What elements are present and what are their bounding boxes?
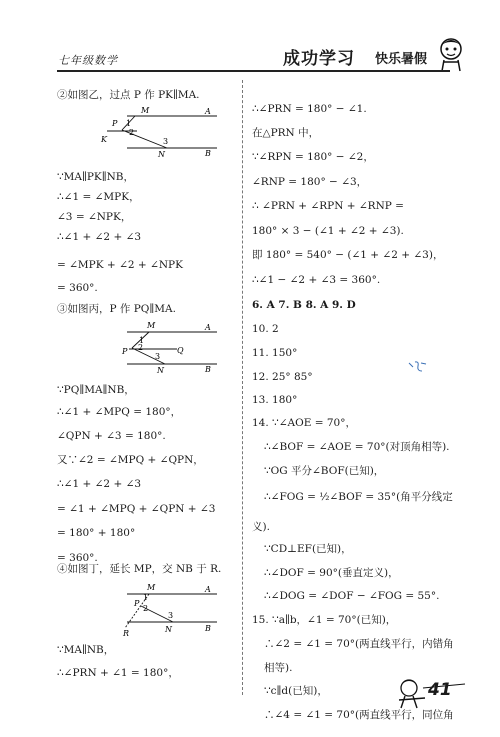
answer-line: 15. ∵a∥b，∠1 = 70°(已知)，	[252, 614, 397, 626]
label-2: 2	[129, 128, 135, 137]
text-line: ∵MA∥NB，	[57, 644, 115, 656]
pen-mark-icon	[407, 359, 429, 375]
text-line: = ∠1 + ∠MPQ + ∠QPN + ∠3	[57, 503, 216, 515]
text-line: ∴∠1 = ∠MPK，	[57, 191, 140, 203]
text-line: = ∠MPK + ∠2 + ∠NPK	[57, 259, 183, 271]
text-line: = 180° + 180°	[57, 527, 136, 539]
answer-line: 6. A 7. B 8. A 9. D	[252, 299, 356, 311]
figure-d	[77, 580, 227, 640]
text-line: ∴∠1 − ∠2 + ∠3 = 360°.	[252, 274, 381, 286]
text-line: ∵PQ∥MA∥NB，	[57, 384, 135, 396]
text-line: 在△PRN 中，	[252, 127, 320, 139]
label-2: 2	[138, 343, 144, 352]
label-B: B	[205, 149, 211, 158]
label-1: 1	[143, 593, 149, 602]
book-title: 七年级数学	[58, 54, 118, 67]
text-line: ∵MA∥PK∥NB，	[57, 171, 135, 183]
label-Q: Q	[177, 346, 184, 355]
label-2: 2	[143, 604, 149, 613]
label-K: K	[101, 135, 107, 144]
label-1: 1	[126, 119, 132, 128]
answer-line: 14. ∵∠AOE = 70°，	[252, 417, 356, 429]
text-line: ④如图丁，延长 MP，交 NB 于 R.	[57, 563, 222, 575]
figure-c	[77, 318, 227, 378]
text-line: ∴∠1 + ∠MPQ = 180°，	[57, 406, 182, 418]
text-line: ∴∠1 + ∠2 + ∠3	[57, 478, 142, 490]
answer-line: 13. 180°	[252, 394, 298, 406]
text-line: ∠3 = ∠NPK，	[57, 211, 132, 223]
label-3: 3	[155, 352, 161, 361]
header-rule	[57, 70, 450, 72]
text-line: = 360°.	[57, 282, 98, 294]
text-line: ∵c∥d(已知)，	[264, 685, 328, 697]
text-line: ∴∠PRN + ∠1 = 180°，	[57, 667, 179, 679]
label-B: B	[205, 365, 211, 374]
label-P: P	[112, 119, 118, 128]
page-number: 41	[428, 680, 452, 700]
text-line: ∴ ∠PRN + ∠RPN + ∠RNP =	[252, 200, 404, 212]
text-line: ∴∠DOG = ∠DOF − ∠FOG = 55°.	[264, 590, 440, 602]
text-line: ∴∠BOF = ∠AOE = 70°(对顶角相等).	[264, 441, 450, 453]
text-line: ∴∠DOF = 90°(垂直定义)，	[264, 567, 399, 579]
text-line: 180° × 3 − (∠1 + ∠2 + ∠3).	[252, 225, 404, 237]
label-M: M	[141, 106, 150, 115]
text-line: = 360°.	[57, 552, 98, 564]
mascot-icon	[436, 36, 466, 72]
series-subtitle: 快乐暑假	[375, 52, 428, 67]
text-line: ∵CD⊥EF(已知)，	[264, 543, 352, 555]
label-3: 3	[168, 611, 174, 620]
answer-line: 10. 2	[252, 323, 279, 335]
text-line: 又∵∠2 = ∠MPQ + ∠QPN，	[57, 454, 204, 466]
answer-line: 12. 25° 85°	[252, 371, 313, 383]
label-A: A	[205, 107, 211, 116]
text-line: 相等).	[264, 662, 293, 674]
label-N: N	[165, 625, 172, 634]
label-1: 1	[139, 336, 145, 345]
label-N: N	[157, 366, 164, 375]
text-line: ∴∠4 = ∠1 = 70°(两直线平行，同位角	[264, 709, 454, 721]
label-N: N	[158, 150, 165, 159]
label-M: M	[147, 321, 156, 330]
label-B: B	[205, 624, 211, 633]
text-line: ∴∠1 + ∠2 + ∠3	[57, 231, 142, 243]
figure-b	[77, 106, 227, 166]
text-line: 义).	[252, 521, 270, 533]
text-line: ∴∠2 = ∠1 = 70°(两直线平行，内错角	[264, 638, 454, 650]
text-line: ③如图丙，P 作 PQ∥MA.	[57, 303, 176, 315]
text-line: ∴∠FOG = ½∠BOF = 35°(角平分线定	[264, 491, 453, 503]
label-R: R	[123, 629, 130, 638]
label-A: A	[205, 323, 211, 332]
label-M: M	[147, 583, 156, 592]
text-line: ∵OG 平分∠BOF(已知)，	[264, 465, 385, 477]
series-title: 成功学习	[283, 49, 355, 69]
text-line: ②如图乙，过点 P 作 PK∥MA.	[57, 89, 200, 101]
answer-line: 11. 150°	[252, 347, 298, 359]
text-line: 即 180° = 540° − (∠1 + ∠2 + ∠3)，	[252, 249, 444, 261]
text-line: ∠QPN + ∠3 = 180°.	[57, 430, 166, 442]
label-3: 3	[163, 137, 169, 146]
label-A: A	[205, 585, 211, 594]
label-P: P	[122, 347, 128, 356]
text-line: ∵∠RPN = 180° − ∠2，	[252, 151, 374, 163]
text-line: ∴∠PRN = 180° − ∠1.	[252, 103, 367, 115]
text-line: ∠RNP = 180° − ∠3，	[252, 176, 368, 188]
column-divider	[242, 80, 243, 695]
label-P: P	[134, 599, 140, 608]
